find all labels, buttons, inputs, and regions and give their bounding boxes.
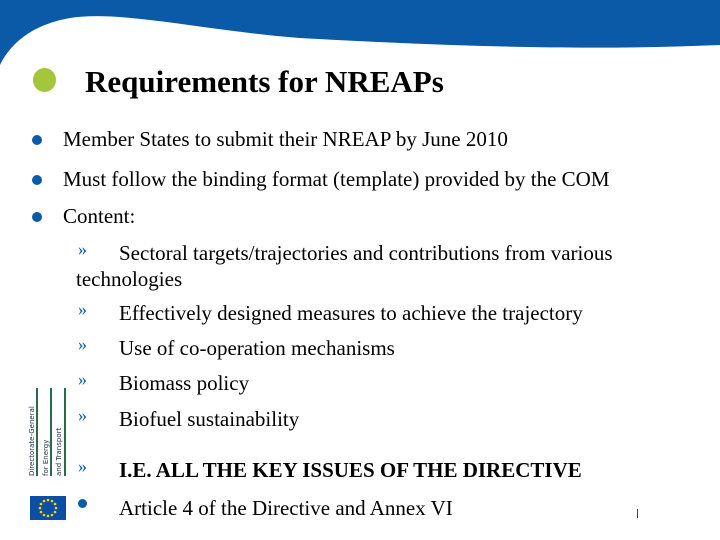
chevron-icon: » <box>78 405 87 425</box>
sub-bullet-text: Effectively designed measures to achieve the trajectory <box>119 301 583 325</box>
sub-bullet-text: Biofuel sustainability <box>119 407 300 431</box>
chevron-icon: » <box>78 299 87 319</box>
logo-line: for Energy <box>42 439 50 476</box>
title-bullet-icon <box>33 68 56 92</box>
bullet-icon <box>78 499 87 508</box>
chevron-icon: » <box>78 369 87 389</box>
bullet-text: Must follow the binding format (template) provided by the COM <box>63 167 610 191</box>
page-marker <box>637 509 638 518</box>
dg-tren-logo <box>28 388 70 476</box>
sub-bullet-text: I.E. ALL THE KEY ISSUES OF THE DIRECTIVE <box>119 458 582 482</box>
chevron-icon: » <box>78 334 87 354</box>
sub-bullet-text: Article 4 of the Directive and Annex VI <box>119 496 453 520</box>
eu-flag-icon <box>30 496 66 520</box>
logo-line: and Transport <box>55 427 63 476</box>
sub-bullet-text: Use of co-operation mechanisms <box>119 336 395 360</box>
sub-bullet-text: technologies <box>76 267 183 291</box>
chevron-icon: » <box>78 456 87 476</box>
logo-line: Directorate-General <box>28 406 36 476</box>
chevron-icon: » <box>78 239 87 259</box>
sub-bullet-text: Biomass policy <box>119 371 250 395</box>
bullet-icon <box>32 175 42 185</box>
sub-bullet-text: Sectoral targets/trajectories and contributions from various <box>119 241 613 265</box>
bullet-icon <box>32 212 42 222</box>
bullet-text: Member States to submit their NREAP by June 2010 <box>63 127 508 151</box>
slide-title: Requirements for NREAPs <box>85 64 444 99</box>
bullet-icon <box>32 135 42 145</box>
bullet-text: Content: <box>63 204 136 228</box>
